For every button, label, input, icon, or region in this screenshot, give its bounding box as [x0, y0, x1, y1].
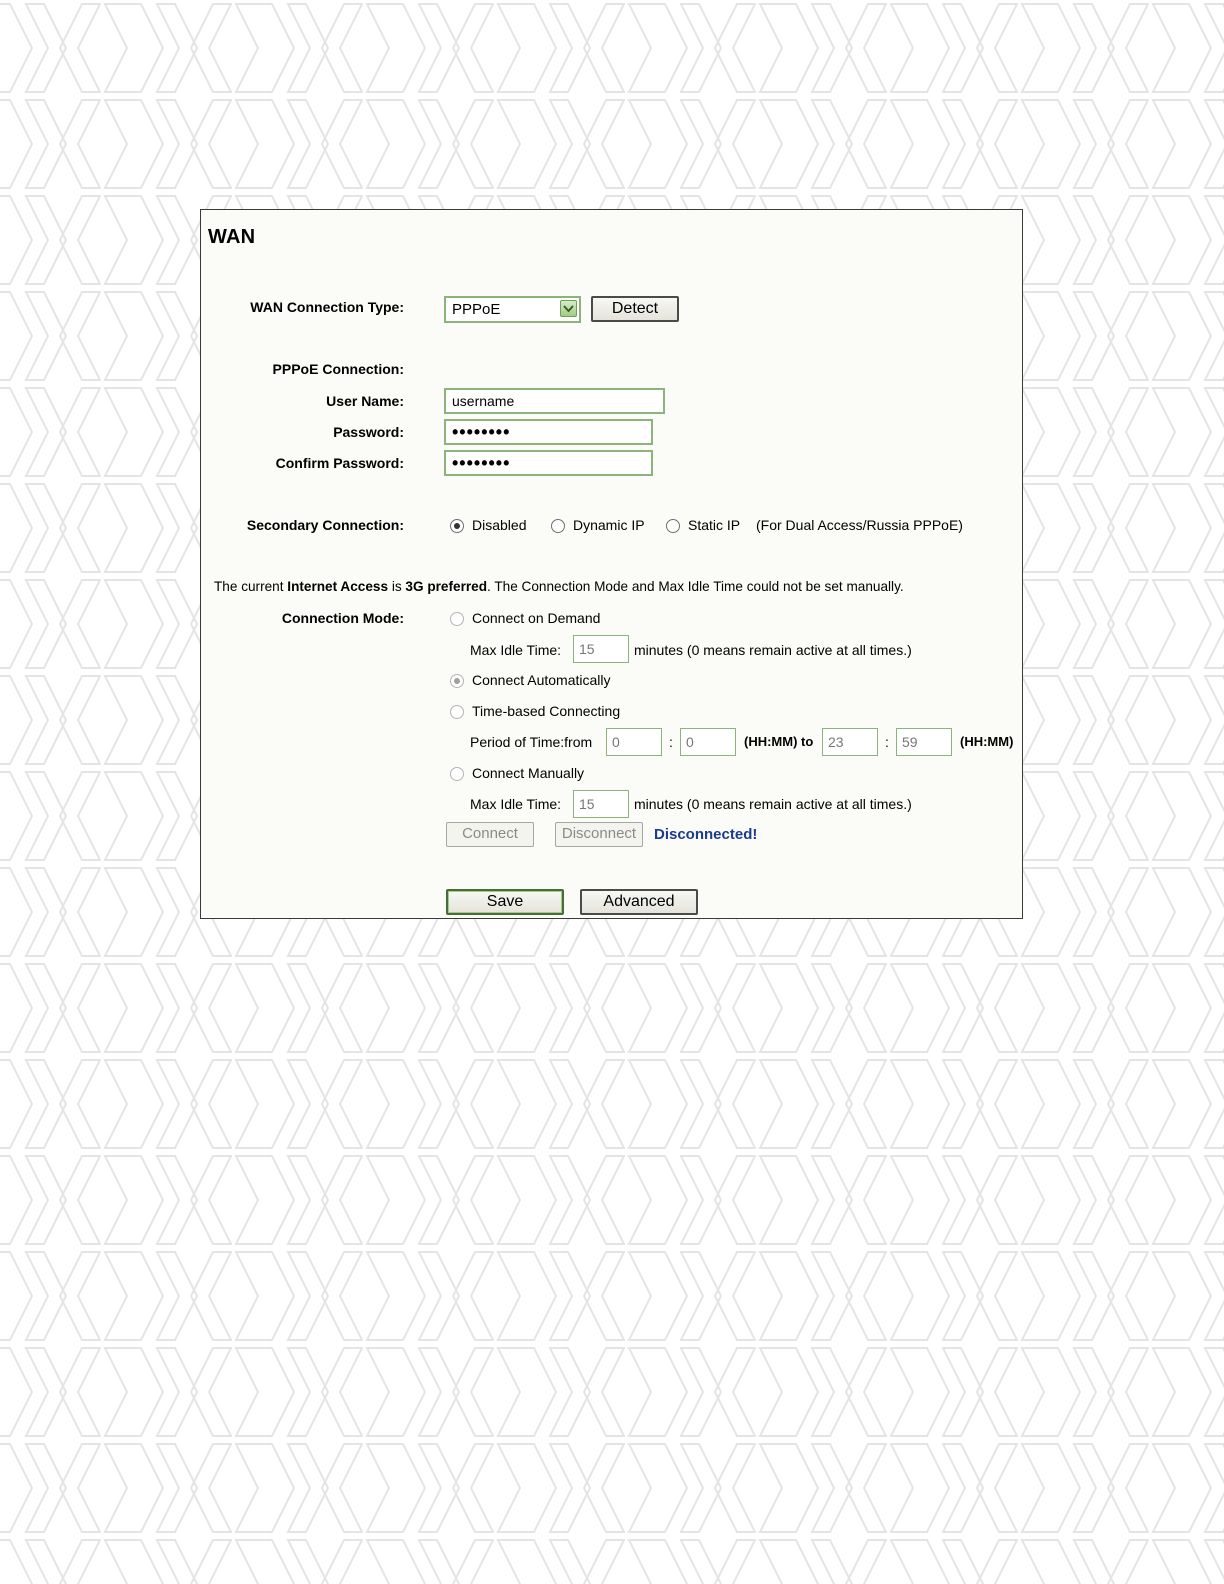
confirm-password-label: Confirm Password:	[275, 455, 404, 471]
period-to-minute-input[interactable]: 59	[896, 728, 952, 756]
disconnect-button[interactable]: Disconnect	[555, 822, 643, 847]
period-of-time-label: Period of Time:from	[470, 734, 593, 750]
page-title: WAN	[208, 226, 256, 248]
secondary-note: (For Dual Access/Russia PPPoE)	[756, 517, 963, 533]
save-button[interactable]: Save	[446, 889, 564, 915]
connect-on-demand-radio[interactable]	[450, 612, 464, 626]
secondary-dynamic-ip-radio[interactable]	[551, 519, 565, 533]
chevron-down-icon[interactable]	[560, 300, 577, 317]
connect-on-demand-label: Connect on Demand	[472, 610, 601, 626]
period-hhmm-to-label: (HH:MM) to	[744, 734, 814, 749]
wan-connection-type-select[interactable]	[444, 296, 581, 323]
manual-max-idle-input[interactable]: 15	[573, 790, 629, 818]
period-to-colon: :	[885, 734, 889, 750]
wan-connection-type-label: WAN Connection Type:	[250, 299, 404, 315]
pppoe-connection-label: PPPoE Connection:	[272, 361, 404, 377]
wan-settings-panel	[200, 209, 1023, 919]
time-based-connecting-label: Time-based Connecting	[472, 703, 621, 719]
period-from-hour-input[interactable]: 0	[606, 728, 662, 756]
on-demand-max-idle-note: minutes (0 means remain active at all times.)	[634, 642, 912, 658]
secondary-connection-label: Secondary Connection:	[246, 517, 404, 533]
connect-automatically-label: Connect Automatically	[472, 672, 611, 688]
period-hhmm-label: (HH:MM)	[960, 734, 1014, 749]
username-input[interactable]: username	[444, 388, 665, 414]
secondary-disabled-label: Disabled	[472, 517, 527, 533]
username-label: User Name:	[326, 393, 404, 409]
on-demand-max-idle-label: Max Idle Time:	[470, 642, 562, 658]
connection-status: Disconnected!	[654, 826, 758, 843]
password-input[interactable]: ••••••••	[444, 419, 653, 445]
period-to-hour-input[interactable]: 23	[822, 728, 878, 756]
connect-button[interactable]: Connect	[446, 822, 534, 847]
detect-button[interactable]: Detect	[591, 296, 679, 322]
secondary-static-ip-label: Static IP	[688, 517, 741, 533]
advanced-button[interactable]: Advanced	[580, 889, 698, 915]
manual-max-idle-label: Max Idle Time:	[470, 796, 562, 812]
connection-mode-label: Connection Mode:	[281, 610, 404, 626]
period-from-minute-input[interactable]: 0	[680, 728, 736, 756]
connect-manually-label: Connect Manually	[472, 765, 585, 781]
confirm-password-input[interactable]: ••••••••	[444, 450, 653, 476]
connect-automatically-radio[interactable]	[450, 674, 464, 688]
manual-max-idle-note: minutes (0 means remain active at all times.)	[634, 796, 912, 812]
time-based-connecting-radio[interactable]	[450, 705, 464, 719]
internet-access-notice: The current Internet Access is 3G preferred. The Connection Mode and Max Idle Time could not be set manually.	[214, 579, 904, 594]
wan-connection-type-value: PPPoE	[452, 301, 501, 318]
period-from-colon: :	[669, 734, 673, 750]
connect-manually-radio[interactable]	[450, 767, 464, 781]
secondary-static-ip-radio[interactable]	[666, 519, 680, 533]
secondary-disabled-radio[interactable]	[450, 519, 464, 533]
on-demand-max-idle-input[interactable]: 15	[573, 635, 629, 663]
secondary-dynamic-ip-label: Dynamic IP	[573, 517, 645, 533]
password-label: Password:	[333, 424, 404, 440]
